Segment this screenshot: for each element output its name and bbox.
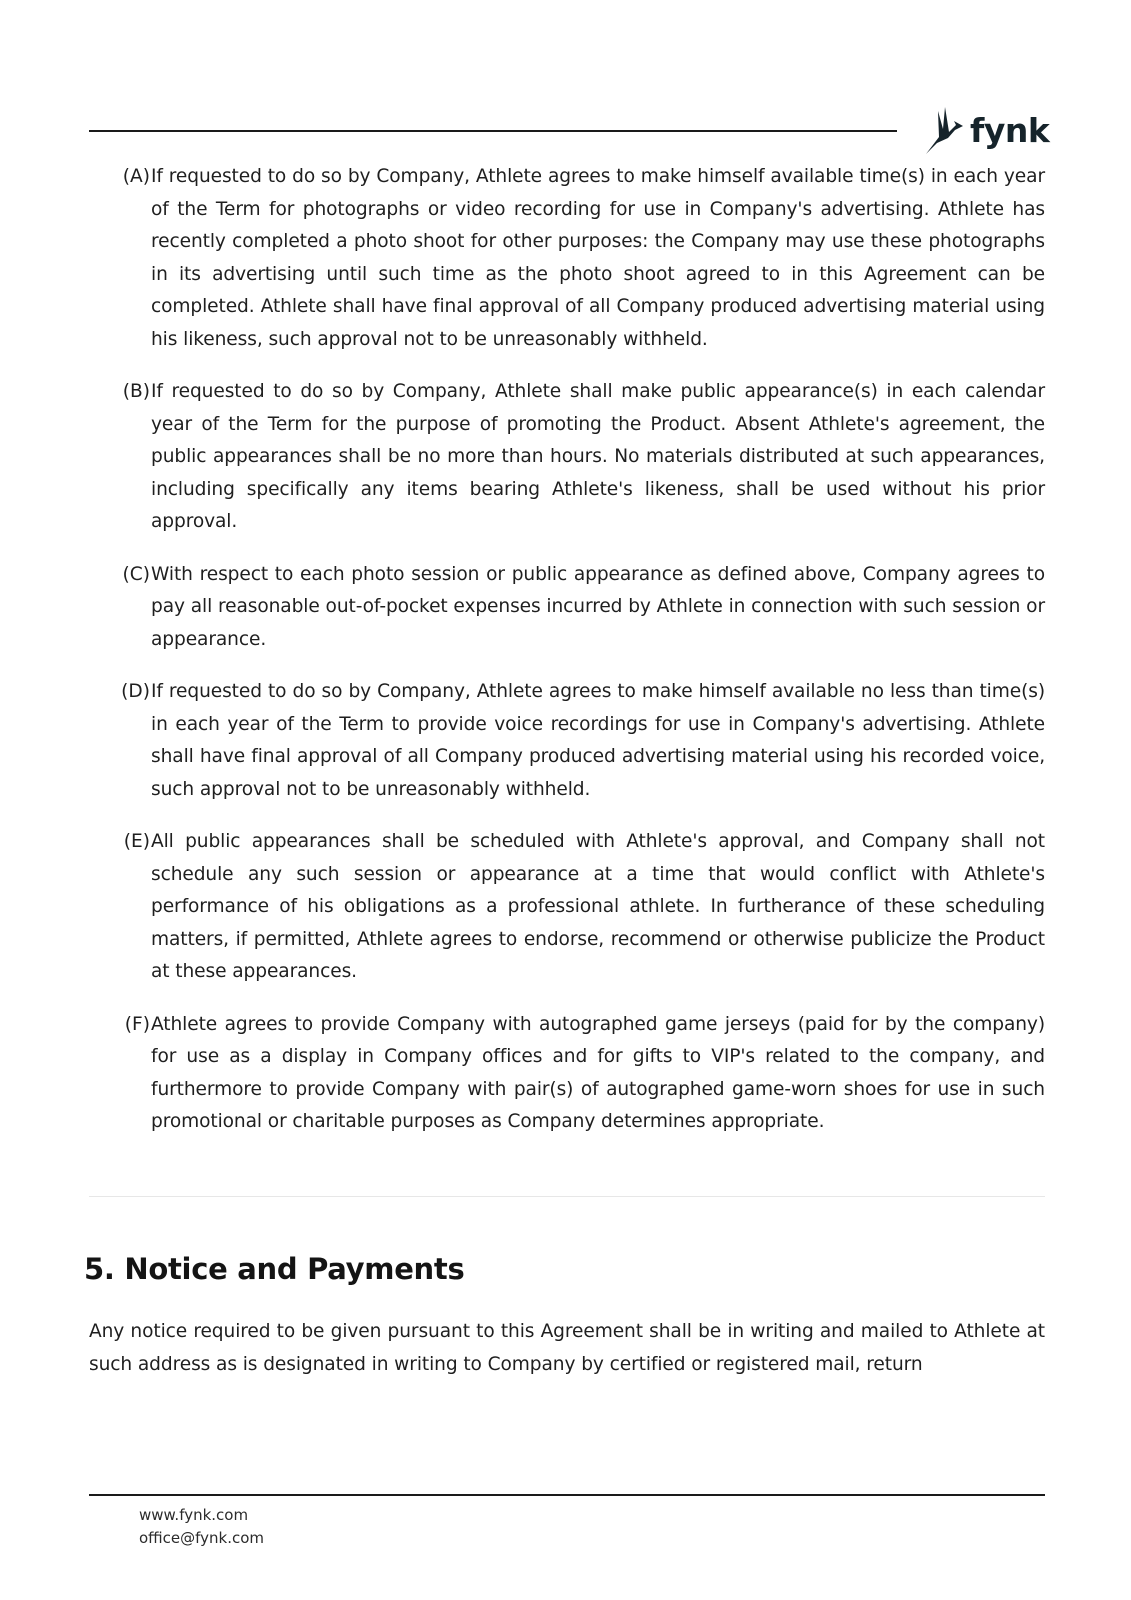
- clause-label: (B): [122, 381, 150, 402]
- header-divider: [89, 130, 897, 132]
- footer-email: office@fynk.com: [139, 1529, 265, 1547]
- clause-label: (D): [121, 681, 150, 702]
- clause-label: (E): [123, 831, 150, 852]
- brand-logo: [924, 102, 1054, 158]
- clause-label: (F): [124, 1013, 150, 1035]
- clause-item: [110, 161, 1045, 356]
- clause-text: With respect to each photo session or public appearance as defined above, Company agrees to pay all reasonable out-of-pocket expenses incurred by Athlete in connection with such session or appearance.: [151, 563, 1045, 650]
- clause-item: [110, 559, 1045, 657]
- clause-label: (C): [122, 563, 150, 585]
- section-heading: 5. Notice and Payments: [84, 1252, 465, 1286]
- fynk-bird-icon: [924, 105, 966, 155]
- clause-label: (A): [122, 166, 150, 187]
- section-divider: [89, 1196, 1045, 1197]
- footer-website: www.fynk.com: [139, 1506, 249, 1524]
- clause-text: If requested to do so by Company, Athlete agrees to make himself available time(s) in each year of the Term for photographs or video recording for use in Company's advertising. Athlete has recently completed a photo shoot for other purposes: the Company may use these photographs in its advertising until such time as the photo shoot agreed to in this Agreement can be completed. Athlete shall have final approval of all Company produced advertising material using his likeness, such approval not to be unreasonably withheld.: [151, 166, 1045, 350]
- page-footer: [139, 1504, 264, 1550]
- brand-name: fynk: [970, 110, 1050, 150]
- clause-list: [110, 161, 1045, 1159]
- clause-item: [110, 676, 1045, 806]
- clause-text: Athlete agrees to provide Company with autographed game jerseys (paid for by the company) for use as a display in Company offices and for gifts to VIP's related to the company, and furthermore to provide Company with pair(s) of autographed game-worn shoes for use in such promotional or charitable purposes as Company determines appropriate.: [151, 1013, 1045, 1132]
- section-body: Any notice required to be given pursuant to this Agreement shall be in writing and mailed to Athlete at such address as is designated in writing to Company by certified or registered mail, return: [89, 1321, 1045, 1375]
- clause-text: All public appearances shall be scheduled with Athlete's approval, and Company shall not schedule any such session or appearance at a time that would conflict with Athlete's performance of his obligations as a professional athlete. In furtherance of these scheduling matters, if permitted, Athlete agrees to endorse, recommend or otherwise publicize the Product at these appearances.: [151, 831, 1045, 982]
- clause-item: [110, 1009, 1045, 1139]
- clause-text: If requested to do so by Company, Athlete shall make public appearance(s) in each calendar year of the Term for the purpose of promoting the Product. Absent Athlete's agreement, the public appearances shall be no more than hours. No materials distributed at such appearances, including specifically any items bearing Athlete's likeness, shall be used without his prior approval.: [151, 381, 1045, 532]
- clause-item: [110, 826, 1045, 989]
- clause-text: If requested to do so by Company, Athlete agrees to make himself available no less than time(s) in each year of the Term to provide voice recordings for use in Company's advertising. Athlete shall have final approval of all Company produced advertising material using his recorded voice, such approval not to be unreasonably withheld.: [151, 681, 1045, 800]
- footer-divider: [89, 1494, 1045, 1496]
- clause-item: [110, 376, 1045, 539]
